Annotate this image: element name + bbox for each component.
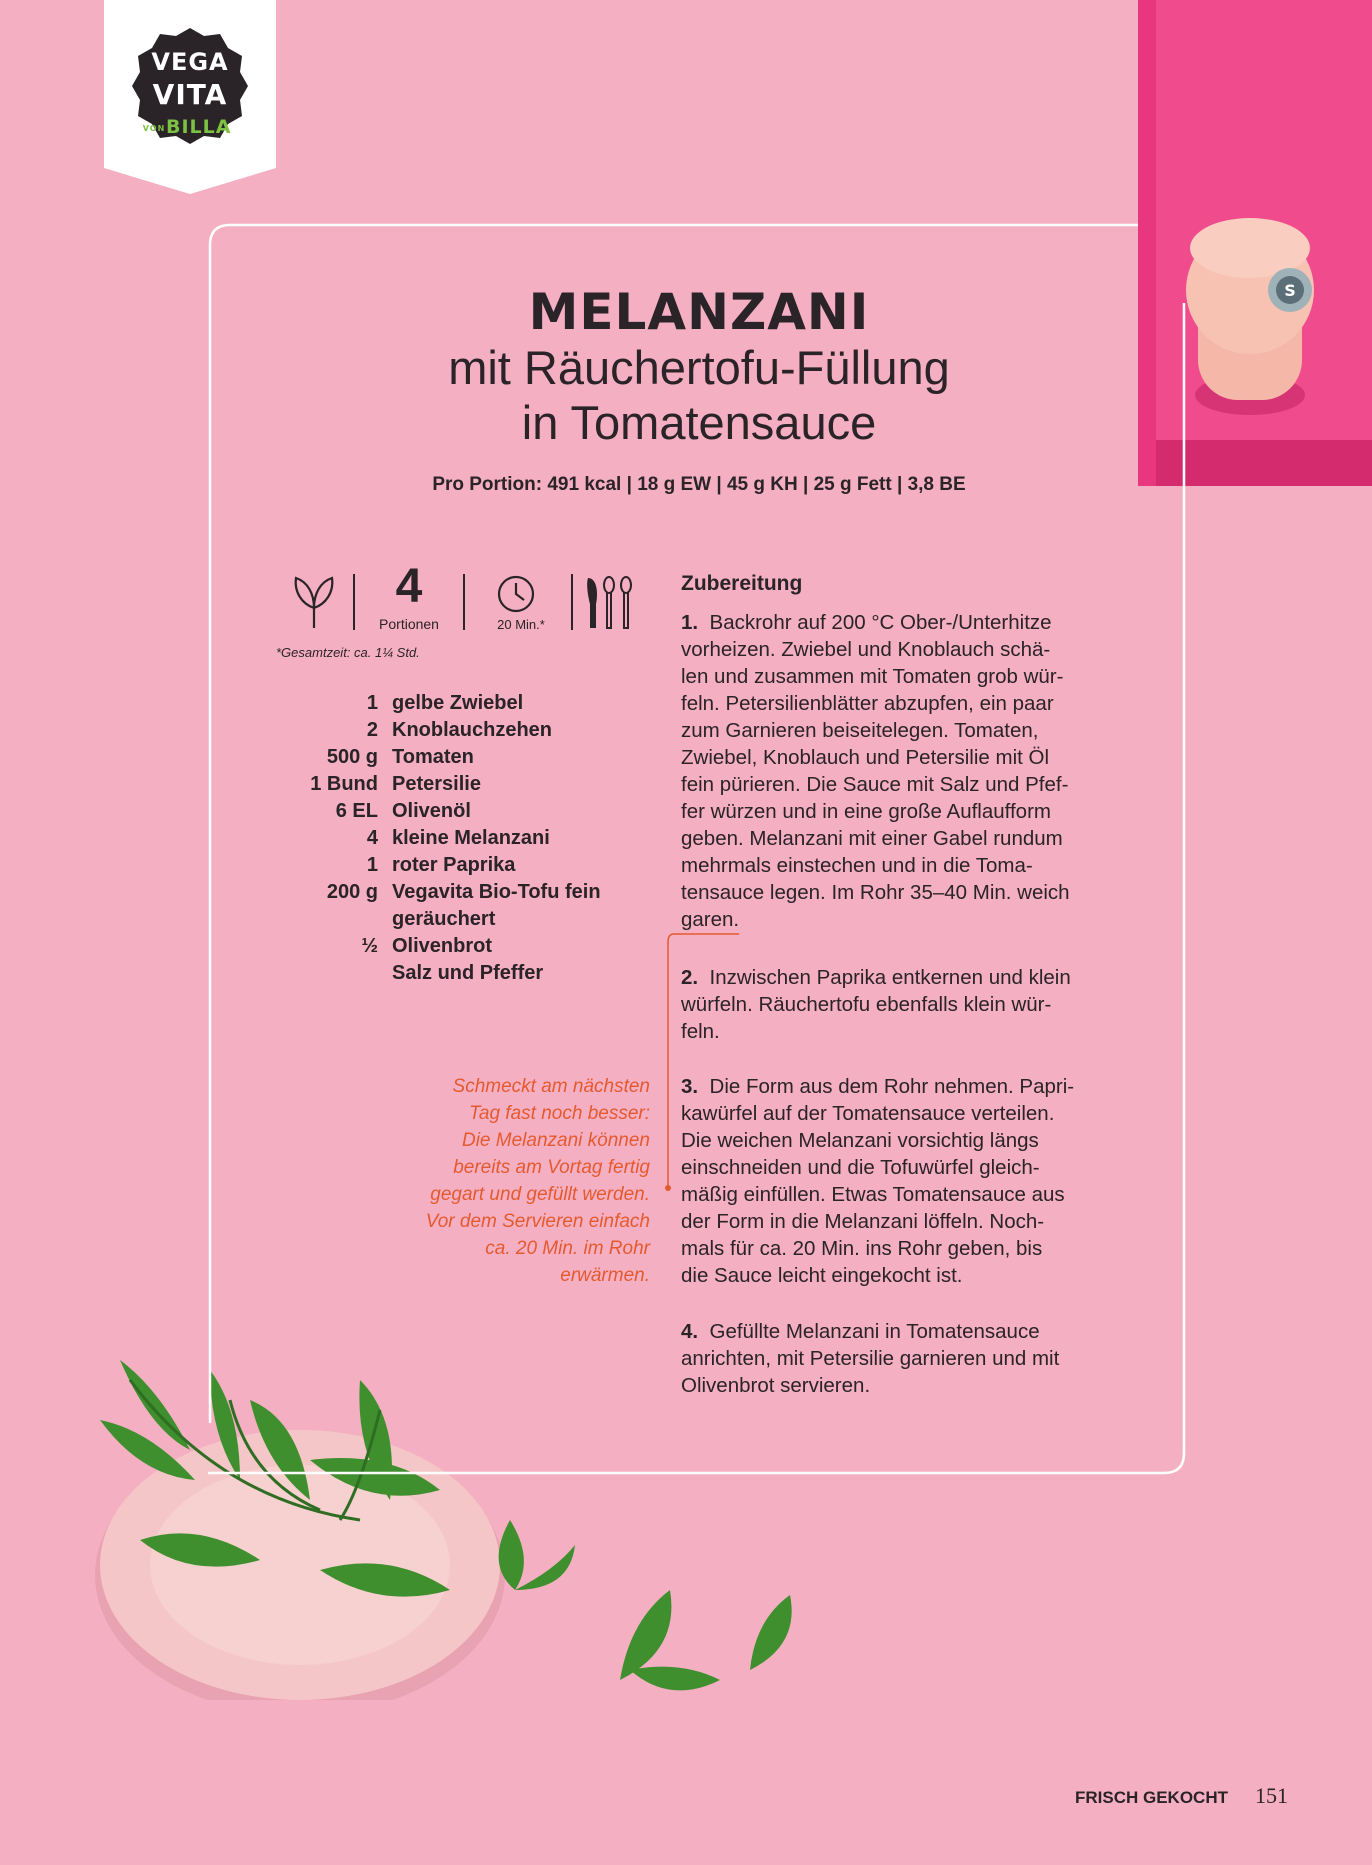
ingredient-item: [290, 935, 670, 962]
ingredient-item: [290, 692, 670, 719]
ingredient-qty: 1: [366, 692, 378, 714]
recipe-subtitle-line2: in Tomatensauce: [521, 396, 877, 449]
step-text: Gefüllte Melanzani in Tomatensauce: [709, 1320, 1040, 1343]
step-text: Inzwischen Paprika entkernen und klein: [709, 966, 1071, 989]
step-line: mehrmals einstechen und in die Toma-: [681, 854, 1033, 877]
step-line: [681, 1075, 1074, 1099]
nutrition-info: Pro Portion: 491 kcal | 18 g EW | 45 g KH | 25 g Fett | 3,8 BE: [432, 474, 966, 495]
ingredient-name: kleine Melanzani: [392, 827, 550, 849]
parsley-leaf-image: [600, 1570, 800, 1700]
ingredient-item: [290, 773, 670, 800]
step-line: fer würzen und in eine große Auflaufform: [681, 800, 1051, 823]
step-line: garen.: [681, 908, 740, 931]
ingredient-name: Tomaten: [392, 746, 474, 768]
tip-line: gegart und gefüllt werden.: [430, 1184, 650, 1205]
step-line: [681, 966, 1071, 990]
ingredient-item: [290, 962, 670, 989]
ingredient-item: [290, 719, 670, 746]
preparation-heading: Zubereitung: [681, 572, 803, 595]
step-line: [681, 1320, 1040, 1344]
divider: [352, 574, 356, 630]
ingredient-item: [290, 908, 670, 935]
ingredient-item: [290, 854, 670, 881]
ingredient-item: [290, 827, 670, 854]
step-line: die Sauce leicht eingekocht ist.: [681, 1264, 963, 1287]
ingredient-qty: 500 g: [326, 746, 378, 768]
ingredient-item: [290, 746, 670, 773]
svg-text:S: S: [1284, 281, 1296, 300]
step-line: len und zusammen mit Tomaten grob wür-: [681, 665, 1064, 688]
clock-icon: [496, 574, 536, 614]
step-line: kawürfel auf der Tomatensauce verteilen.: [681, 1102, 1055, 1125]
step-line: Die weichen Melanzani vorsichtig längs: [681, 1129, 1039, 1152]
tip-line: Schmeckt am nächsten: [452, 1076, 650, 1097]
ingredient-name: Vegavita Bio-Tofu fein: [392, 881, 601, 903]
logo-line2: VITA: [152, 78, 228, 111]
page-number: 151: [1255, 1783, 1288, 1808]
step-number: 2.: [681, 966, 699, 989]
ingredient-qty: 1: [366, 854, 378, 876]
step-line: feln. Petersilienblätter abzupfen, ein paar: [681, 692, 1054, 715]
step-number: 4.: [681, 1320, 699, 1343]
step-line: einschneiden und die Tofuwürfel gleich-: [681, 1156, 1040, 1179]
footer-section-label: FRISCH GEKOCHT: [1075, 1788, 1228, 1807]
time-label: 20 Min.*: [497, 617, 545, 632]
step-line: geben. Melanzani mit einer Gabel rundum: [681, 827, 1063, 850]
ingredient-name: Knoblauchzehen: [392, 719, 553, 741]
tip-line: Die Melanzani können: [461, 1130, 650, 1151]
step-text: Die Form aus dem Rohr nehmen. Papri-: [709, 1075, 1075, 1098]
tip-line: Vor dem Servieren einfach: [425, 1211, 650, 1232]
ingredient-item: [290, 800, 670, 827]
servings-value: 4: [395, 560, 423, 613]
step-line: anrichten, mit Petersilie garnieren und mit: [681, 1347, 1060, 1370]
ingredient-name: gelbe Zwiebel: [392, 692, 524, 714]
ingredient-qty: 200 g: [326, 881, 378, 903]
step-text: Backrohr auf 200 °C Ober-/Unterhitze: [709, 611, 1052, 634]
recipe-title: MELANZANI: [528, 283, 870, 341]
recipe-subtitle-line1: mit Räuchertofu-Füllung: [448, 341, 950, 394]
step-line: Olivenbrot servieren.: [681, 1374, 871, 1397]
ingredient-qty: 1 Bund: [310, 773, 378, 795]
ingredient-name: geräuchert: [392, 908, 496, 930]
cutlery-icon: [584, 574, 636, 630]
ingredient-name: Petersilie: [392, 773, 481, 795]
step-line: tensauce legen. Im Rohr 35–40 Min. weich: [681, 881, 1070, 904]
tip-line: ca. 20 Min. im Rohr: [485, 1238, 650, 1259]
step-line: vorheizen. Zwiebel und Knoblauch schä-: [681, 638, 1051, 661]
servings-label: Portionen: [379, 616, 439, 632]
step-line: würfeln. Räuchertofu ebenfalls klein wür-: [681, 993, 1052, 1016]
leaf-icon: [292, 574, 336, 630]
step-number: 1.: [681, 611, 699, 634]
step-line: fein pürieren. Die Sauce mit Salz und Pfef-: [681, 773, 1069, 796]
divider: [462, 574, 466, 630]
step-line: zum Garnieren beiseitelegen. Tomaten,: [681, 719, 1039, 742]
step-line: der Form in die Melanzani löffeln. Noch-: [681, 1210, 1045, 1233]
logo-brand: BILLA: [166, 116, 232, 138]
ingredient-qty: 6 EL: [335, 800, 378, 822]
step-line: mäßig einfüllen. Etwas Tomatensauce aus: [681, 1183, 1065, 1206]
ingredient-name: Olivenöl: [392, 800, 471, 822]
logo-line1: VEGA: [151, 48, 229, 76]
logo-von: VON: [142, 124, 166, 133]
step-line: [681, 611, 1052, 635]
ingredient-qty: 4: [366, 827, 378, 849]
ingredient-qty: 2: [366, 719, 378, 741]
tip-line: erwärmen.: [560, 1265, 650, 1286]
step-line: Zwiebel, Knoblauch und Petersilie mit Öl: [681, 746, 1050, 769]
step-line: mals für ca. 20 Min. ins Rohr geben, bis: [681, 1237, 1043, 1260]
ingredient-qty: ½: [361, 935, 378, 957]
ingredient-item: [290, 881, 670, 908]
ingredient-name: roter Paprika: [392, 854, 516, 876]
tip-line: bereits am Vortag fertig: [453, 1157, 650, 1178]
tip-line: Tag fast noch besser:: [469, 1103, 650, 1124]
total-time-note: *Gesamtzeit: ca. 1¼ Std.: [276, 645, 420, 660]
ingredient-name: Olivenbrot: [392, 935, 493, 957]
step-line: feln.: [681, 1020, 720, 1043]
step-number: 3.: [681, 1075, 699, 1098]
divider: [570, 574, 574, 630]
ingredient-name: Salz und Pfeffer: [392, 962, 544, 984]
